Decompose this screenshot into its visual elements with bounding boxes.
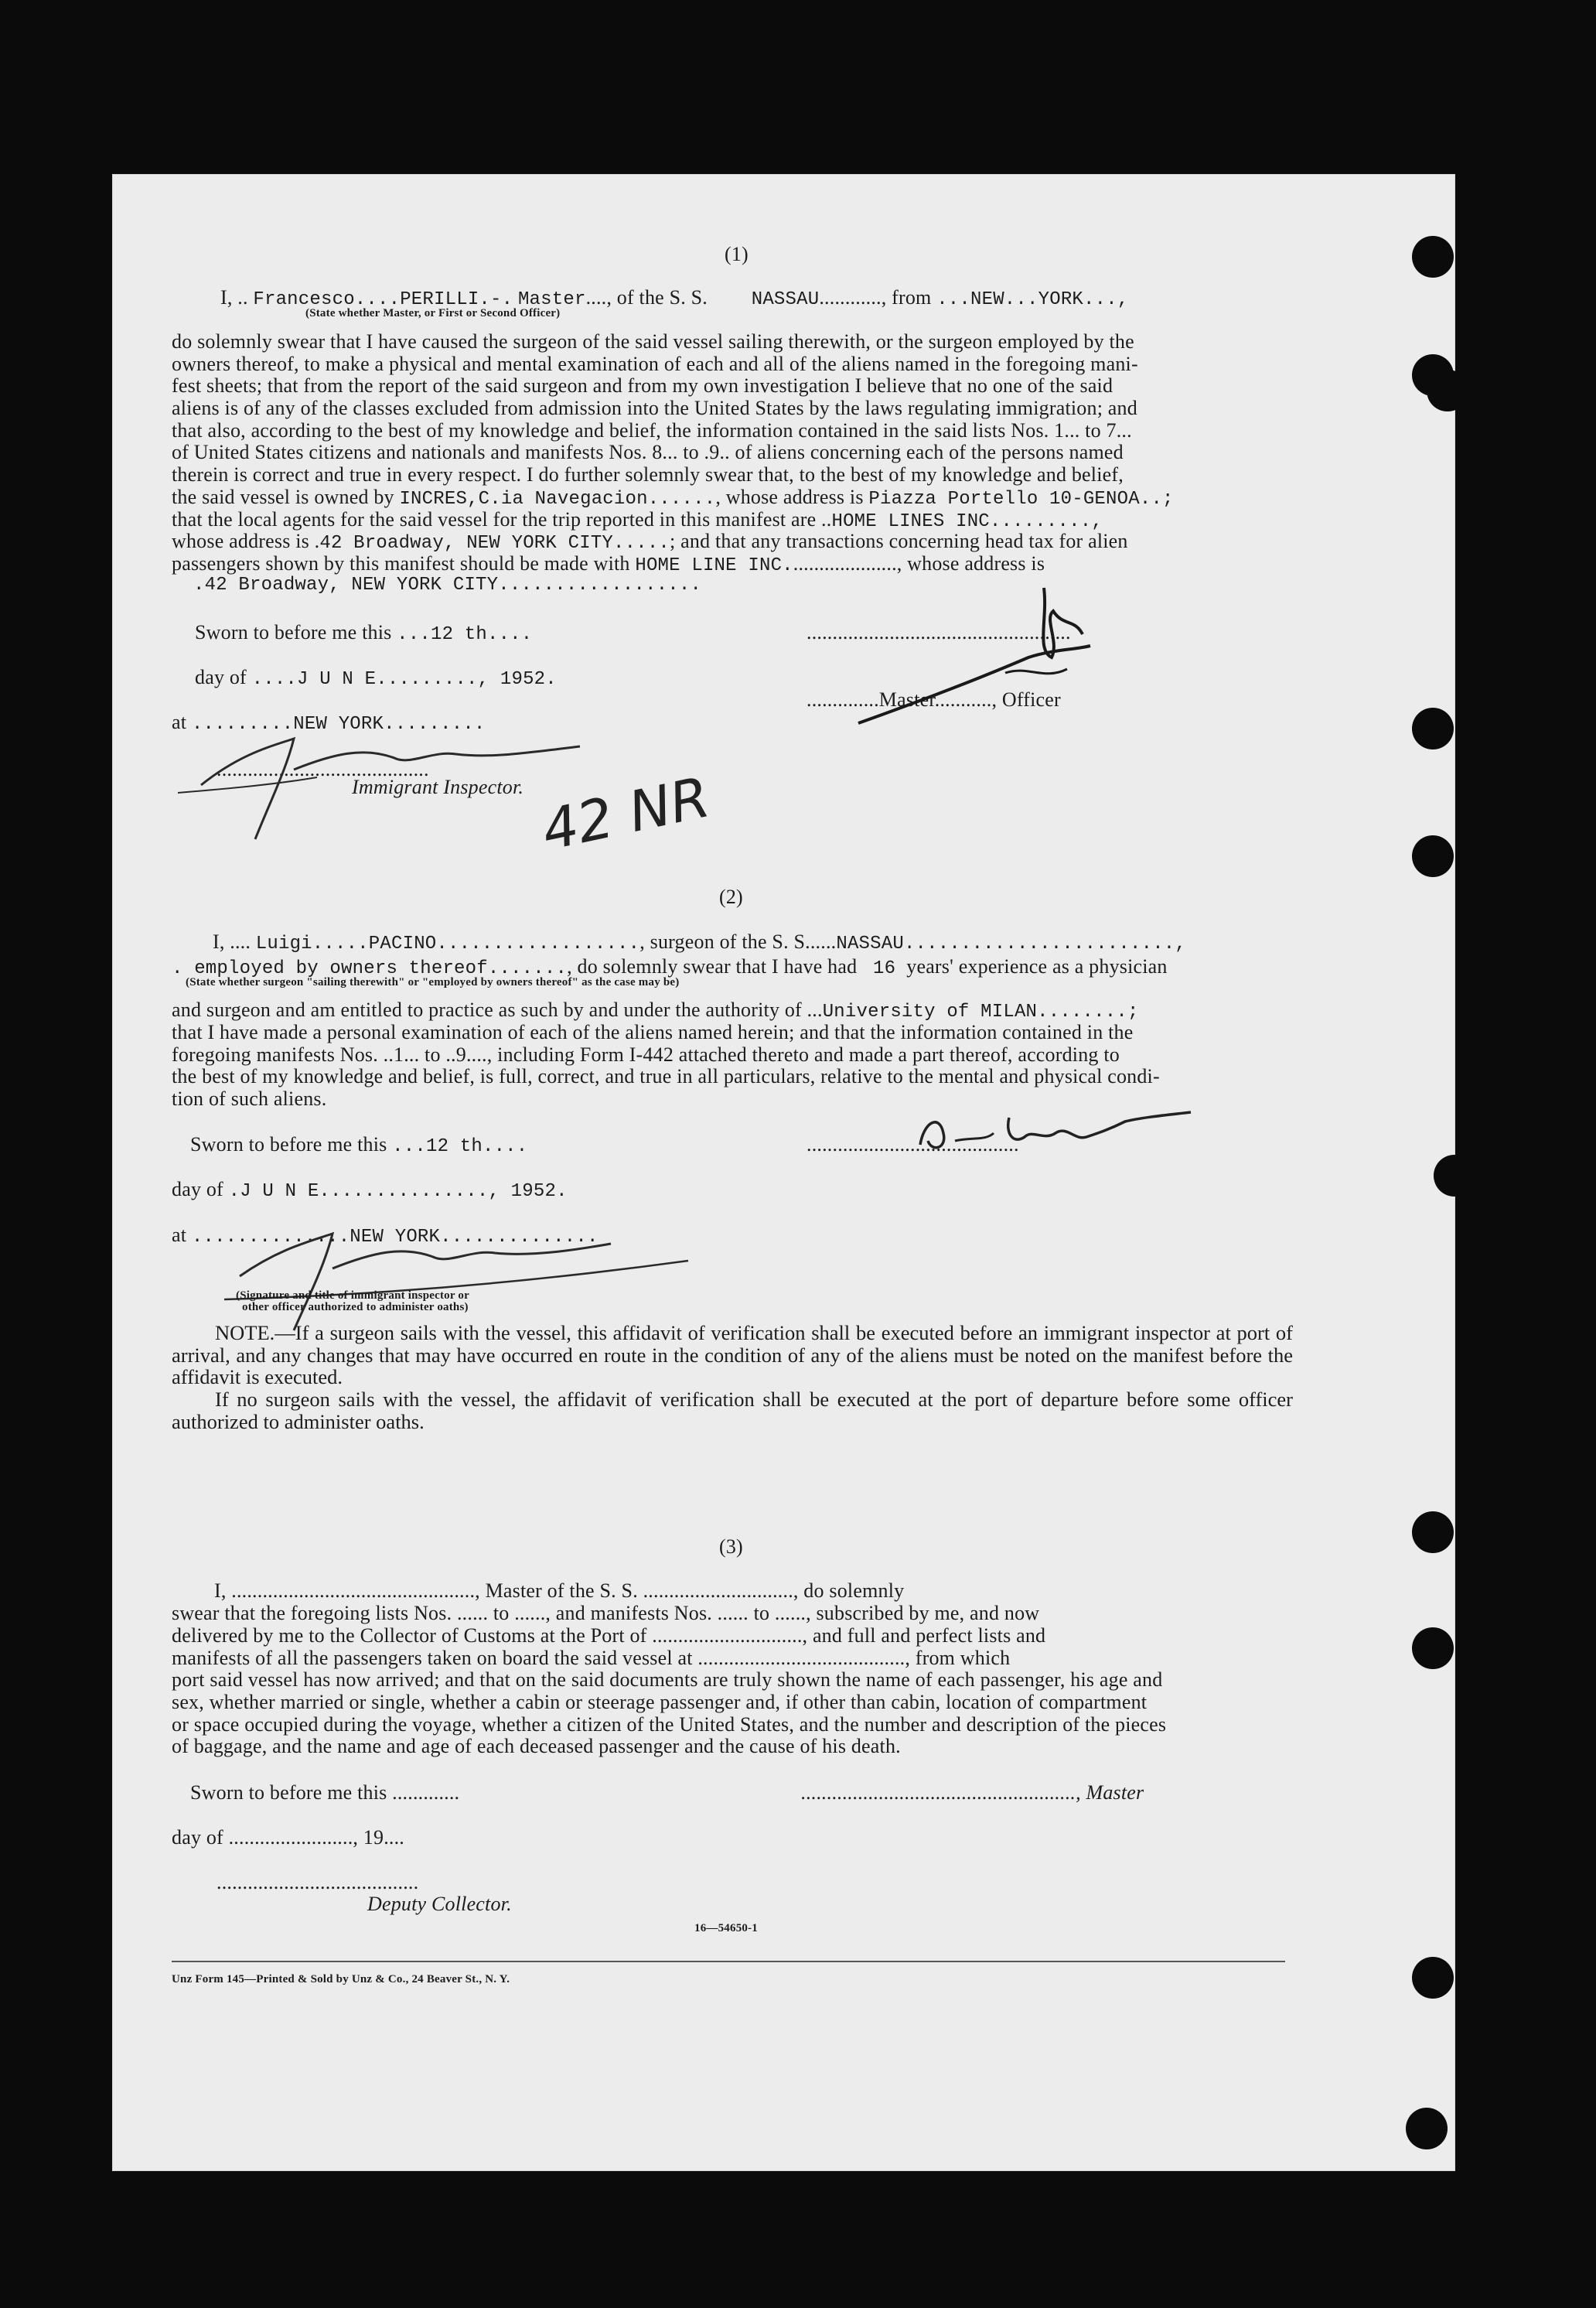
day-line-1: [195, 666, 557, 690]
authority-field: University of MILAN........;: [822, 1002, 1139, 1023]
employment-hint: (State whether surgeon "sailing therewith" or "employed by owners thereof" as the case may be): [186, 976, 680, 988]
master-signature: [851, 572, 1106, 735]
punch-hole: [1412, 1957, 1454, 1999]
owner-field: INCRES,C.ia Navegacion......: [399, 489, 716, 510]
rank-hint: (State whether Master, or First or Second Officer): [305, 307, 561, 319]
signature-hint-1: (Signature and title of immigrant inspector or: [236, 1289, 469, 1302]
agents-address-label: whose address is .: [172, 530, 320, 552]
punch-hole: [1412, 835, 1454, 877]
section3-number: (3): [719, 1535, 743, 1558]
signature-hint-2: other officer authorized to administer oaths): [242, 1301, 469, 1313]
body-line: swear that the foregoing lists Nos. ...... to ......, and manifests Nos. ...... to ......, subscribed by me, and now: [172, 1602, 1040, 1624]
master-name-blank: I, ...............................................: [214, 1579, 476, 1602]
place-field: .........NEW YORK.........: [191, 714, 486, 735]
body-line: that I have made a personal examination of each of the aliens named herein; and that the information contained in the: [172, 1021, 1134, 1043]
body-line: of United States citizens and nationals and manifests Nos. 8... to .9.. of aliens concerning each of the persons named: [172, 441, 1124, 463]
experience-label: , do solemnly swear that I have had: [567, 955, 858, 978]
body-line: tion of such aliens.: [172, 1087, 327, 1110]
body-line: sex, whether married or single, whether a cabin or steerage passenger and, if other than cabin, location of compartment: [172, 1691, 1148, 1713]
body-line: do solemnly swear that I have caused the surgeon of the said vessel sailing therewith, or the surgeon employed by the: [172, 330, 1134, 353]
handwritten-annotation: 42 NR: [536, 764, 715, 863]
surgeon-note-2: If no surgeon sails with the vessel, the affidavit of verification shall be executed at the port of departure before some officer authorized to administer oaths.: [172, 1388, 1293, 1433]
inspector-title: Immigrant Inspector.: [352, 776, 524, 798]
section3-first-line: [214, 1579, 904, 1603]
punch-hole: [1406, 2108, 1448, 2149]
body-line: that also, according to the best of my knowledge and belief, the information contained in the said lists Nos. 1... to 7...: [172, 419, 1132, 442]
day-line-2: [172, 1178, 568, 1202]
body-line: the best of my knowledge and belief, is full, correct, and true in all particulars, relative to the mental and physical condi-: [172, 1065, 1160, 1087]
owner-label: the said vessel is owned by: [172, 486, 394, 508]
master-rank-field: Master: [517, 289, 586, 310]
master-signature-line: ...................................................: [807, 621, 1071, 644]
at-label: at: [172, 1224, 187, 1246]
inspector-dots: .........................................: [217, 758, 429, 780]
surgeon-note-1: NOTE.—If a surgeon sails with the vessel, this affidavit of verification shall be executed before an immigrant inspector at port of arrival, and any changes that may have occurred en route in the condition of any of the aliens must be noted on the manifest before the affidavit is executed.: [172, 1321, 1293, 1389]
body-line: foregoing manifests Nos. ..1... to ..9...., including Form I-442 attached thereto and made a part thereof, according to: [172, 1043, 1120, 1066]
sworn-label: Sworn to before me this: [190, 1133, 387, 1156]
day-line-3: day of ........................, 19....: [172, 1826, 404, 1849]
agents-field: HOME LINES INC.........,: [831, 511, 1103, 532]
surgeon-of-ss-label: , surgeon of the S. S......: [639, 930, 837, 953]
head-tax-label: ; and that any transactions concerning head tax for alien: [670, 530, 1128, 552]
owner-line: [172, 486, 1174, 510]
place-field: ..............NEW YORK..............: [191, 1227, 598, 1248]
owner-address-field: Piazza Portello 10-GENOA..;: [868, 489, 1174, 510]
section2-number: (2): [719, 886, 743, 908]
sworn-line-2: [190, 1133, 527, 1157]
collector-dots: .......................................: [217, 1871, 419, 1893]
inspector-signature-1: [178, 723, 595, 847]
body-line: aliens is of any of the classes excluded from admission into the United States by the laws regulating immigration; and: [172, 397, 1137, 419]
footer-printer-line: Unz Form 145—Printed & Sold by Unz & Co., 24 Beaver St., N. Y.: [172, 1973, 510, 1985]
experience-suffix: years' experience as a physician: [906, 955, 1168, 978]
surgeon-name-field: Luigi.....PACINO..................: [255, 934, 640, 954]
body-line: port said vessel has now arrived; and that on the said documents are truly shown the name of each passenger, his age and: [172, 1668, 1163, 1691]
owner-address-label: , whose address is: [715, 486, 864, 508]
sworn-label: Sworn to before me this: [195, 621, 392, 644]
month-field: .J U N E..............., 1952.: [228, 1181, 568, 1202]
punch-hole: [1434, 1155, 1475, 1197]
authority-label: and surgeon and am entitled to practice as such by and under the authority of ...: [172, 999, 823, 1021]
head-tax-suffix: ...................., whose address is: [793, 552, 1045, 575]
surgeon-line: [213, 930, 1186, 954]
surgeon-vessel-field: NASSAU........................,: [836, 934, 1187, 954]
section1-number: (1): [725, 243, 749, 265]
agents-label: that the local agents for the said vessel for the trip reported in this manifest are ..: [172, 508, 832, 531]
body-line: therein is correct and true in every respect. I do further solemnly swear that, to the best of my knowledge and belief,: [172, 463, 1124, 486]
departure-port-field: ...NEW...YORK...,: [936, 289, 1129, 310]
body-line: or space occupied during the voyage, whether a citizen of the United States, and the number and description of the pieces: [172, 1713, 1167, 1736]
body-line: of baggage, and the name and age of each deceased passenger and the cause of his death.: [172, 1735, 901, 1757]
employment-field: . employed by owners thereof.......: [172, 958, 568, 979]
day-label: day of: [172, 1178, 223, 1200]
body-line: manifests of all the passengers taken on board the said vessel at ........................................, from which: [172, 1647, 1011, 1669]
punch-hole: [1412, 708, 1454, 749]
agents-address-field: 42 Broadway, NEW YORK CITY.....: [319, 533, 670, 554]
punch-hole: [1427, 370, 1468, 411]
head-tax-agent-field: HOME LINE INC.: [635, 555, 793, 576]
punch-hole: [1412, 236, 1454, 278]
sworn-line-1: [195, 621, 532, 645]
master-signature-blank: ....................................................., Master: [801, 1781, 1144, 1804]
body-line: delivered by me to the Collector of Customs at the Port of ............................., and full and perfect lists and: [172, 1624, 1046, 1647]
sworn-day-field: ...12 th....: [397, 624, 533, 645]
head-tax-prefix: passengers shown by this manifest should be made with: [172, 552, 630, 575]
of-ss-label: ...., of the S. S.: [585, 286, 708, 309]
agents-line: [172, 508, 1103, 532]
master-name-field: Francesco....PERILLI.-.: [253, 289, 513, 310]
collector-title: Deputy Collector.: [367, 1893, 512, 1915]
punch-hole: [1412, 1627, 1454, 1669]
surgeon-signature: [909, 1098, 1202, 1160]
surgeon-signature-line: .........................................: [807, 1133, 1019, 1156]
punch-hole: [1412, 1511, 1454, 1553]
master-of-ss-blank: , Master of the S. S. ............................., do solemnly: [475, 1579, 905, 1602]
footer-rule: [172, 1961, 1285, 1962]
agents-address-line: [172, 530, 1128, 554]
body-line: owners thereof, to make a physical and mental examination of each and all of the aliens named in the foregoing mani-: [172, 353, 1138, 375]
sworn-line-3: Sworn to before me this .............: [190, 1781, 460, 1804]
years-field: 16: [873, 958, 896, 979]
month-field: ....J U N E........., 1952.: [251, 669, 557, 690]
authority-line: [172, 999, 1139, 1023]
master-signature-label: ..............Master..........., Officer: [807, 688, 1061, 711]
head-tax-address-field: .42 Broadway, NEW YORK CITY..................: [193, 575, 702, 596]
body-line: fest sheets; that from the report of the said surgeon and from my own investigation I believe that no one of the said: [172, 374, 1113, 397]
vessel-name-field: NASSAU: [751, 289, 820, 310]
from-label: ............, from: [819, 286, 932, 309]
day-label: day of: [195, 666, 247, 688]
form-code: 16—54650-1: [694, 1922, 758, 1934]
at-label: at: [172, 711, 187, 733]
master-prefix: I, ..: [220, 286, 248, 309]
sworn-day-field: ...12 th....: [392, 1136, 528, 1157]
surgeon-prefix: I, ....: [213, 930, 251, 953]
